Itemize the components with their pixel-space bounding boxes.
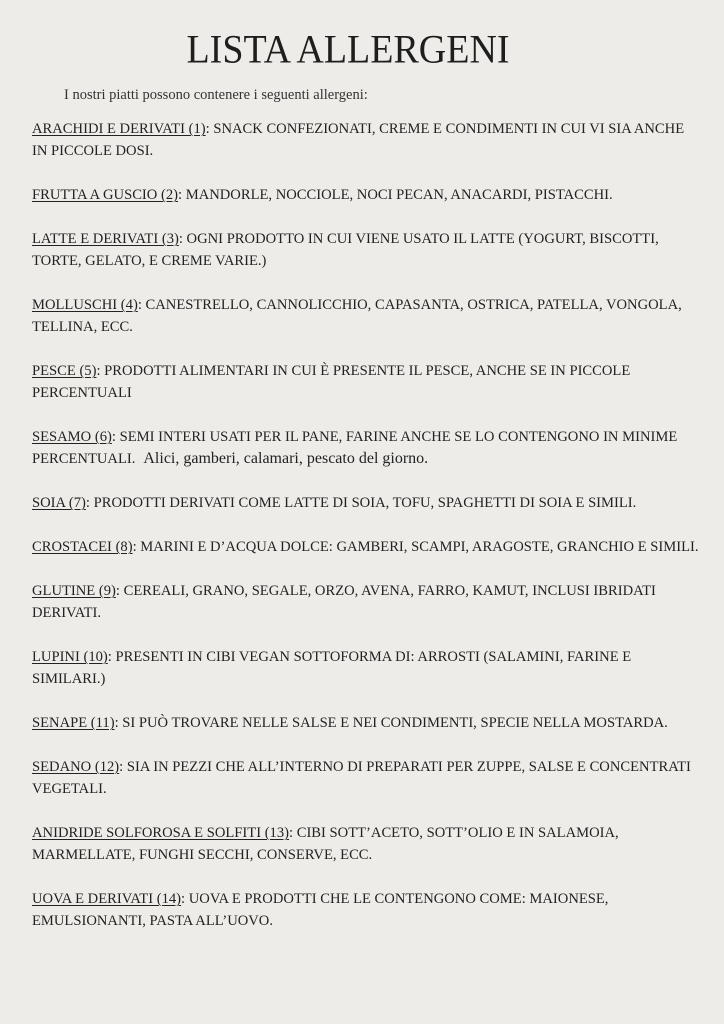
allergen-description: : PRODOTTI ALIMENTARI IN CUI È PRESENTE IL PESCE, ANCHE SE IN PICCOLE PERCENTUALI [32,363,631,401]
allergen-item [32,492,702,514]
allergen-description: : MANDORLE, NOCCIOLE, NOCI PECAN, ANACARDI, PISTACCHI. [178,187,613,203]
allergen-label: LUPINI (10) [32,649,108,665]
allergen-label: CROSTACEI (8) [32,539,133,555]
allergen-description: : CEREALI, GRANO, SEGALE, ORZO, AVENA, FARRO, KAMUT, INCLUSI IBRIDATI DERIVATI. [32,583,656,621]
allergen-label: FRUTTA A GUSCIO (2) [32,187,179,203]
page-title: LISTA ALLERGENI [186,27,510,73]
allergen-item [32,426,702,470]
allergen-description: : CIBI SOTT’ACETO, SOTT’OLIO E IN SALAMOIA, MARMELLATE, FUNGHI SECCHI, CONSERVE, ECC. [32,825,619,863]
allergen-description: : CANESTRELLO, CANNOLICCHIO, CAPASANTA, OSTRICA, PATELLA, VONGOLA, TELLINA, ECC. [32,297,682,335]
allergen-item [32,536,702,558]
allergen-description: : SI PUÒ TROVARE NELLE SALSE E NEI CONDIMENTI, SPECIE NELLA MOSTARDA. [114,715,668,731]
allergen-item [32,184,702,206]
allergen-description: : PRODOTTI DERIVATI COME LATTE DI SOIA, TOFU, SPAGHETTI DI SOIA E SIMILI. [85,495,637,511]
allergen-label: ARACHIDI E DERIVATI (1) [32,121,206,137]
allergen-item [32,118,702,162]
allergen-label: LATTE E DERIVATI (3) [32,231,179,247]
allergen-item [32,228,702,272]
allergen-item [32,646,702,690]
allergen-label: SEDANO (12) [32,759,120,775]
allergen-description: : UOVA E PRODOTTI CHE LE CONTENGONO COME: MAIONESE, EMULSIONANTI, PASTA ALL’UOVO. [32,891,609,929]
allergen-label: PESCE (5) [32,363,97,379]
allergen-label: SESAMO (6) [32,429,112,445]
allergen-label: MOLLUSCHI (4) [32,297,138,313]
allergen-description: : SEMI INTERI USATI PER IL PANE, FARINE ANCHE SE LO CONTENGONO IN MINIME PERCENTUALI. [32,429,678,467]
allergen-label: SOIA (7) [32,495,86,511]
allergen-item [32,822,702,866]
allergen-description: : SIA IN PEZZI CHE ALL’INTERNO DI PREPARATI PER ZUPPE, SALSE E CONCENTRATI VEGETALI. [32,759,691,797]
allergen-item [32,712,702,734]
allergen-description: : MARINI E D’ACQUA DOLCE: GAMBERI, SCAMPI, ARAGOSTE, GRANCHIO E SIMILI. [132,539,699,555]
allergen-label: UOVA E DERIVATI (14) [32,891,182,907]
allergen-item [32,756,702,800]
allergen-note: Alici, gamberi, calamari, pescato del giorno. [143,450,429,467]
allergen-label: GLUTINE (9) [32,583,116,599]
allergen-label: SENAPE (11) [32,715,115,731]
allergen-item [32,580,702,624]
allergen-label: ANIDRIDE SOLFOROSA E SOLFITI (13) [32,825,290,841]
allergen-list [32,118,702,954]
allergen-description: : OGNI PRODOTTO IN CUI VIENE USATO IL LATTE (YOGURT, BISCOTTI, TORTE, GELATO, E CREME VARIE.) [32,231,659,269]
allergen-description: : PRESENTI IN CIBI VEGAN SOTTOFORMA DI: ARROSTI (SALAMINI, FARINE E SIMILARI.) [32,649,632,687]
allergen-item [32,294,702,338]
allergen-description: : SNACK CONFEZIONATI, CREME E CONDIMENTI IN CUI VI SIA ANCHE IN PICCOLE DOSI. [32,121,685,159]
intro-text: I nostri piatti possono contenere i seguenti allergeni: [64,87,368,103]
allergen-item [32,888,702,932]
allergen-item [32,360,702,404]
